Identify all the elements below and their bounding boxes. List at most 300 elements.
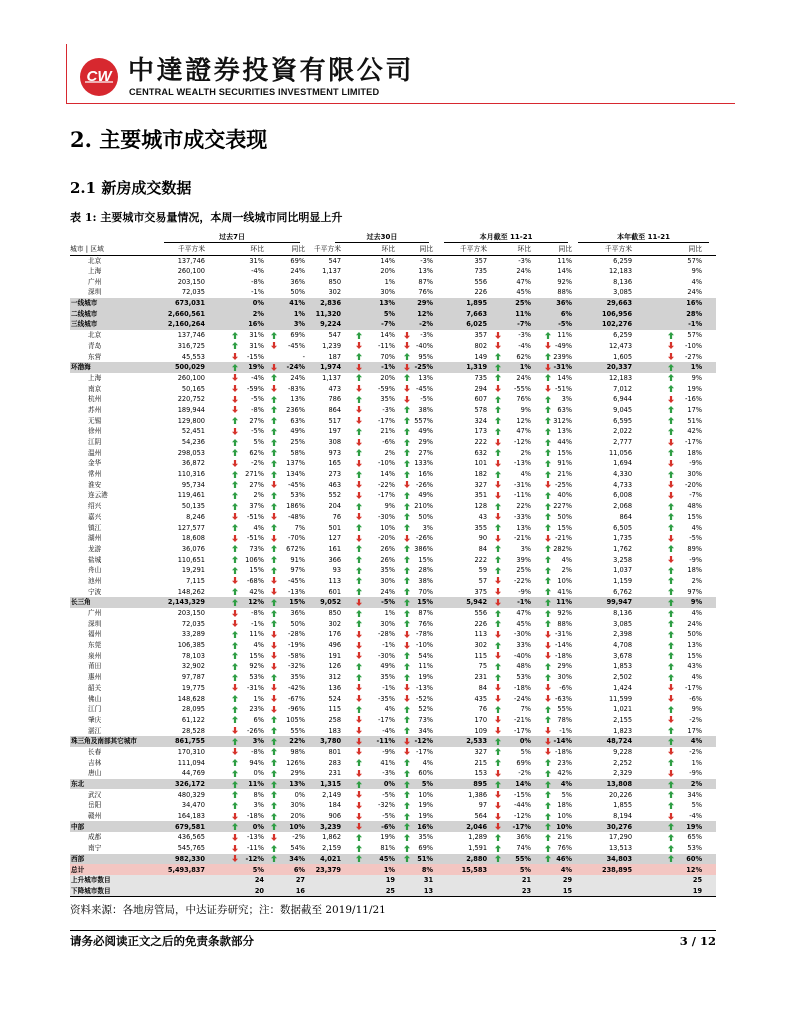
cell-value: 43: [478, 512, 488, 521]
cell-mtd-yoy: [533, 618, 574, 629]
cell-30d-yoy: [397, 608, 435, 619]
cell-content: [545, 843, 572, 853]
cell-content: [271, 458, 305, 468]
cell-content: [271, 416, 305, 426]
cell-30d-volume: [307, 415, 344, 426]
cell-content: [545, 544, 572, 554]
arrow-up-icon: [404, 759, 410, 766]
cell-value: 31%: [249, 256, 264, 265]
cell-value: -26%: [416, 534, 434, 543]
arrow-down-icon: [404, 364, 410, 371]
arrow-down-icon: [232, 374, 238, 381]
cell-mtd-volume: [435, 458, 489, 469]
cell-content: [495, 683, 531, 693]
cell-mtd-volume: [435, 704, 489, 715]
arrow-up-icon: [545, 524, 551, 531]
table-row: [70, 490, 716, 501]
cell-30d-mom: [344, 886, 397, 897]
cell-value: 1%: [293, 309, 306, 318]
arrow-up-icon: [545, 823, 551, 830]
cell-7d-yoy: [266, 693, 307, 704]
arrow-up-icon: [356, 845, 362, 852]
cell-30d-yoy: [397, 725, 435, 736]
table-row: [70, 415, 716, 426]
cell-value: -30%: [377, 512, 396, 521]
cell-content: [307, 854, 341, 864]
cell-content: [271, 287, 305, 297]
cell-30d-volume: [307, 266, 344, 277]
cell-value: 110,651: [177, 555, 205, 564]
arrow-down-icon: [545, 748, 551, 755]
cell-mtd-mom: [489, 768, 533, 779]
arrow-down-icon: [495, 385, 501, 392]
cell-content: [160, 704, 205, 714]
cell-content: [435, 865, 487, 875]
cell-value: 148,262: [177, 587, 205, 596]
cell-ytd-yoy: [636, 704, 716, 715]
cell-content: [271, 779, 305, 789]
cell-content: [232, 512, 264, 522]
cell-value: 15%: [289, 598, 306, 607]
cell-value: -: [302, 352, 306, 361]
cell-content: [160, 416, 205, 426]
arrow-down-icon: [356, 748, 362, 755]
cell-value: 50,165: [181, 384, 205, 393]
cell-content: [545, 661, 572, 671]
cell-content: [574, 416, 632, 426]
cell-mtd-yoy: [533, 672, 574, 683]
cell-value: 308: [328, 438, 342, 447]
cell-value: 2,252: [613, 758, 633, 767]
cell-value: 187: [328, 352, 342, 361]
cell-7d-volume: [160, 362, 208, 373]
source-note: 资料来源：各地房管局，中达证券研究；注：数据截至 2019/11/21: [70, 904, 386, 916]
cell-value: 137,746: [177, 256, 205, 265]
arrow-up-icon: [404, 823, 410, 830]
cell-value: -24%: [286, 363, 306, 372]
cell-value: 547: [328, 331, 342, 340]
cell-value: 4%: [691, 609, 703, 618]
cell-ytd-volume: [574, 426, 636, 437]
cell-value: 50,135: [181, 502, 205, 511]
cell-content: [435, 469, 487, 479]
cell-content: [160, 448, 205, 458]
cell-7d-volume: [160, 479, 208, 490]
arrow-up-icon: [356, 674, 362, 681]
cell-7d-volume: [160, 715, 208, 726]
cell-7d-wow: [208, 864, 266, 875]
cell-30d-mom: [344, 789, 397, 800]
cell-content: [435, 544, 487, 554]
cell-7d-yoy: [266, 287, 307, 298]
transaction-volume-table: [70, 232, 716, 897]
cell-content: [495, 875, 531, 885]
cell-value: 1%: [691, 758, 703, 767]
cell-value: -2%: [689, 715, 703, 724]
cell-value: 42%: [557, 769, 573, 778]
cell-mtd-volume: [435, 373, 489, 384]
arrow-up-icon: [668, 545, 674, 552]
cell-content: [668, 651, 702, 661]
cell-content: [574, 736, 632, 746]
cell-7d-yoy: [266, 351, 307, 362]
cell-content: [574, 373, 632, 383]
cell-30d-yoy: [397, 715, 435, 726]
cell-7d-yoy: [266, 757, 307, 768]
cell-value: 55%: [557, 705, 573, 714]
cell-ytd-yoy: [636, 618, 716, 629]
arrow-up-icon: [356, 855, 362, 862]
cell-30d-mom: [344, 554, 397, 565]
cell-content: [574, 822, 632, 832]
cell-value: 3%: [293, 320, 306, 329]
cell-value: 601: [328, 587, 342, 596]
cell-value: -68%: [246, 576, 264, 585]
cell-content: [668, 768, 702, 778]
cell-content: [495, 619, 531, 629]
row-label: 唐山: [88, 769, 102, 778]
cell-mtd-mom: [489, 650, 533, 661]
cell-mtd-mom: [489, 800, 533, 811]
cell-content: [356, 640, 395, 650]
cell-content: [574, 704, 632, 714]
cell-content: [574, 555, 632, 565]
cell-value: -12%: [514, 438, 532, 447]
cell-ytd-volume: [574, 501, 636, 512]
cell-7d-yoy: [266, 640, 307, 651]
cell-value: 210%: [414, 502, 434, 511]
row-label: 东北: [70, 779, 160, 790]
cell-value: -4%: [518, 341, 532, 350]
cell-value: 94%: [249, 758, 264, 767]
cell-content: [545, 694, 572, 704]
cell-value: -1%: [559, 726, 573, 735]
cell-7d-wow: [208, 544, 266, 555]
cell-30d-volume: [307, 864, 344, 875]
cell-30d-volume: [307, 469, 344, 480]
cell-content: [668, 565, 702, 575]
cell-value: 35%: [290, 673, 306, 682]
arrow-up-icon: [404, 620, 410, 627]
arrow-down-icon: [404, 342, 410, 349]
cell-value: 15%: [249, 566, 264, 575]
cell-mtd-mom: [489, 672, 533, 683]
cell-content: [404, 726, 433, 736]
arrow-down-icon: [356, 823, 362, 830]
cell-content: [232, 490, 264, 500]
cell-content: [545, 715, 572, 725]
cell-content: [160, 619, 205, 629]
cell-value: 1,424: [613, 683, 633, 692]
cell-content: [668, 426, 702, 436]
cell-ytd-yoy: [636, 501, 716, 512]
cell-value: -55%: [514, 384, 532, 393]
cell-content: [668, 800, 702, 810]
arrow-down-icon: [232, 577, 238, 584]
cell-value: 164,183: [177, 812, 205, 821]
cell-value: -22%: [377, 480, 396, 489]
cell-content: [307, 405, 341, 415]
table-row: [70, 683, 716, 694]
arrow-up-icon: [356, 396, 362, 403]
cell-value: -7%: [689, 491, 703, 500]
arrow-down-icon: [545, 695, 551, 702]
cell-content: [356, 523, 395, 533]
cell-content: [404, 832, 433, 842]
cell-value: 81%: [380, 844, 396, 853]
cell-7d-volume: [160, 512, 208, 523]
cell-7d-volume: [160, 757, 208, 768]
cell-value: 24%: [516, 267, 532, 276]
cell-content: [435, 266, 487, 276]
row-label: 青岛: [88, 341, 102, 350]
cell-value: 12,183: [608, 267, 633, 276]
cell-ytd-yoy: [636, 661, 716, 672]
arrow-down-icon: [668, 460, 674, 467]
cell-content: [495, 469, 531, 479]
cell-value: -33%: [514, 512, 532, 521]
arrow-up-icon: [495, 396, 501, 403]
cell-value: -1%: [251, 619, 264, 628]
cell-30d-volume: [307, 704, 344, 715]
cell-ytd-yoy: [636, 287, 716, 298]
cell-7d-volume: [160, 864, 208, 875]
arrow-up-icon: [545, 781, 551, 788]
cell-30d-volume: [307, 437, 344, 448]
arrow-down-icon: [495, 439, 501, 446]
cell-content: [271, 373, 305, 383]
cell-content: [271, 448, 305, 458]
cell-content: [574, 800, 632, 810]
arrow-up-icon: [668, 834, 674, 841]
cell-value: 99,947: [606, 598, 633, 607]
cell-7d-wow: [208, 341, 266, 352]
arrow-down-icon: [404, 385, 410, 392]
arrow-up-icon: [356, 706, 362, 713]
cell-value: 11%: [248, 780, 264, 789]
cell-value: 38%: [418, 405, 434, 414]
row-label: 常州: [88, 470, 102, 479]
cell-content: [545, 886, 572, 896]
cell-content: [545, 341, 572, 351]
cell-30d-mom: [344, 512, 397, 523]
cell-content: [160, 843, 205, 853]
cell-content: [495, 319, 531, 329]
cell-content: [232, 597, 264, 607]
table-row: [70, 661, 716, 672]
cell-ytd-yoy: [636, 533, 716, 544]
cell-content: [271, 341, 305, 351]
cell-value: -35%: [377, 694, 396, 703]
cell-value: 2%: [253, 491, 264, 500]
arrow-down-icon: [495, 684, 501, 691]
cell-mtd-yoy: [533, 843, 574, 854]
cell-value: 60%: [686, 854, 703, 863]
cell-7d-volume: [160, 565, 208, 576]
cell-30d-volume: [307, 768, 344, 779]
cell-value: -83%: [287, 384, 306, 393]
cell-content: [404, 277, 433, 287]
cell-7d-yoy: [266, 821, 307, 832]
cell-value: 547: [328, 256, 342, 265]
cell-content: [307, 266, 341, 276]
cell-mtd-yoy: [533, 447, 574, 458]
arrow-up-icon: [404, 663, 410, 670]
cell-value: 24: [254, 876, 264, 885]
group-header-30d: [307, 232, 435, 244]
cell-30d-yoy: [397, 554, 435, 565]
cell-content: [232, 480, 264, 490]
cell-content: [435, 651, 487, 661]
cell-mtd-mom: [489, 490, 533, 501]
cell-content: [495, 651, 531, 661]
cell-content: [574, 437, 632, 447]
cell-value: 23,379: [315, 865, 342, 874]
cell-7d-yoy: [266, 650, 307, 661]
cell-value: 302: [328, 619, 342, 628]
arrow-up-icon: [232, 674, 238, 681]
cell-7d-volume: [160, 875, 208, 886]
cell-value: 111,094: [177, 758, 205, 767]
cell-mtd-yoy: [533, 608, 574, 619]
cell-30d-mom: [344, 779, 397, 790]
cell-content: [271, 875, 305, 885]
cell-value: -6%: [689, 694, 703, 703]
cell-30d-yoy: [397, 597, 435, 608]
cell-value: 45%: [379, 854, 396, 863]
region-row: [70, 597, 716, 608]
arrow-up-icon: [232, 663, 238, 670]
arrow-down-icon: [404, 738, 410, 745]
cell-content: [356, 736, 395, 746]
cell-content: [356, 811, 395, 821]
row-label: 肇庆: [88, 715, 102, 724]
cell-30d-volume: [307, 747, 344, 758]
cell-content: [404, 565, 433, 575]
row-label: 福州: [88, 630, 102, 639]
arrow-up-icon: [271, 620, 277, 627]
cell-content: [160, 405, 205, 415]
cell-content: [404, 608, 433, 618]
cell-7d-volume: [160, 640, 208, 651]
cell-content: [404, 811, 433, 821]
cell-content: [545, 629, 572, 639]
cell-content: [232, 811, 264, 821]
cell-value: 17%: [687, 726, 703, 735]
arrow-up-icon: [545, 396, 551, 403]
cell-content: [668, 490, 702, 500]
cell-content: [356, 576, 395, 586]
cell-content: [232, 373, 264, 383]
cell-value: 62%: [249, 448, 264, 457]
cell-value: -63%: [555, 694, 573, 703]
cell-7d-wow: [208, 586, 266, 597]
cell-value: 864: [328, 405, 342, 414]
cell-30d-mom: [344, 640, 397, 651]
cell-value: 65%: [687, 833, 703, 842]
cell-mtd-volume: [435, 736, 489, 747]
cell-ytd-volume: [574, 512, 636, 523]
cell-30d-yoy: [397, 661, 435, 672]
cell-value: 20,337: [606, 363, 633, 372]
arrow-up-icon: [271, 524, 277, 531]
cell-content: [668, 843, 702, 853]
cell-content: [271, 672, 305, 682]
cell-7d-wow: [208, 351, 266, 362]
cell-value: 220,752: [177, 395, 205, 404]
cell-mtd-volume: [435, 394, 489, 405]
cell-content: [668, 501, 702, 511]
cell-value: -12%: [414, 737, 434, 746]
cell-content: [271, 768, 305, 778]
cell-value: 45%: [516, 288, 532, 297]
arrow-down-icon: [271, 513, 277, 520]
cell-content: [574, 298, 632, 308]
row-label: 龙游: [88, 544, 102, 553]
cell-value: 170: [474, 715, 488, 724]
cell-value: 13%: [289, 780, 306, 789]
cell-content: [404, 886, 433, 896]
arrow-down-icon: [495, 813, 501, 820]
cell-value: 1,694: [613, 459, 633, 468]
row-label: 佛山: [88, 694, 102, 703]
cell-7d-volume: [160, 447, 208, 458]
cell-content: [160, 651, 205, 661]
cell-mtd-mom: [489, 308, 533, 319]
cell-value: -10%: [377, 459, 396, 468]
cell-value: 30%: [380, 619, 396, 628]
cell-value: 43%: [687, 662, 703, 671]
table-row: [70, 479, 716, 490]
cell-content: [545, 587, 572, 597]
row-label: 苏州: [88, 405, 102, 414]
arrow-down-icon: [495, 535, 501, 542]
cell-value: 28%: [418, 566, 434, 575]
cell-mtd-yoy: [533, 725, 574, 736]
cell-value: 2,533: [466, 737, 488, 746]
cell-content: [307, 747, 341, 757]
cell-content: [495, 287, 531, 297]
cell-value: 1,315: [320, 780, 342, 789]
cell-30d-volume: [307, 287, 344, 298]
cell-value: 861,755: [174, 737, 205, 746]
cell-value: 89%: [687, 544, 703, 553]
cell-content: [404, 747, 433, 757]
arrow-down-icon: [495, 588, 501, 595]
cell-30d-volume: [307, 341, 344, 352]
cell-content: [574, 619, 632, 629]
cell-30d-yoy: [397, 672, 435, 683]
cell-content: [668, 790, 702, 800]
cell-content: [232, 822, 264, 832]
cell-mtd-yoy: [533, 715, 574, 726]
cell-ytd-volume: [574, 415, 636, 426]
cell-content: [160, 458, 205, 468]
cell-content: [574, 726, 632, 736]
cell-value: -1%: [688, 320, 703, 329]
cell-ytd-yoy: [636, 811, 716, 822]
cell-value: 1,021: [613, 705, 633, 714]
cell-content: [574, 608, 632, 618]
cell-content: [404, 704, 433, 714]
row-label: 深圳: [88, 288, 102, 297]
cell-30d-mom: [344, 533, 397, 544]
arrow-up-icon: [232, 652, 238, 659]
cell-value: 25: [692, 876, 703, 885]
cell-content: [545, 352, 572, 362]
cell-value: 53%: [687, 844, 703, 853]
table-row: [70, 341, 716, 352]
